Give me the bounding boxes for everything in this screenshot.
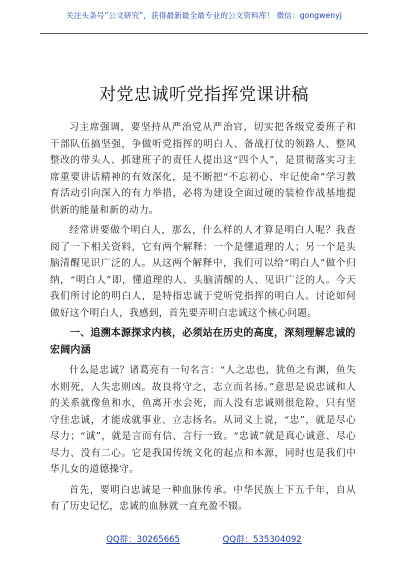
footer-qq-group-2[interactable]: QQ群：535304092 — [222, 535, 302, 545]
paragraph-intro: 习主席强调，要坚持从严治党从严治官，切实把各级党委班子和干部队伍搞坚强，争做听党指挥的明白人、备战打仗的领路人、整风整改的带头人、抓建班子的责任人提出这“四个人”，是贯彻落实习主席重要讲话精神的有效深化，是不断把“不忘初心、牢记使命”学习教育活动引向深入的有力举措，必将为建设全面过硬的装检作战基地提供新的能量和新的动力。 — [50, 122, 356, 216]
paragraph-definition: 经常讲要做个明白人，那么，什么样的人才算是明白人呢？我查阅了一下相关资料，它有两个解释：一个是懂道理的人；另一个是头脑清醒见识广泛的人。从这两个解释中，我们可以给“明白人”做个归纳，“明白人”即，懂道理的人、头脑清醒的人、见识广泛的人。今天我们所讨论的明白人，是特指忠诚于党听党指挥的明白人。讨论如何做好这个明白人，我感到，首先要弄明白忠诚这个核心问题。 — [50, 225, 356, 319]
footer-qq-group-1[interactable]: QQ群：30265665 — [106, 535, 180, 545]
header-promo-note: 关注头条号“公文研究”，获得最新最全最专业的公文资料库！ 微信：gongwenyj — [66, 11, 342, 20]
document-body — [50, 120, 356, 520]
paragraph-loyalty-meaning: 什么是忠诚？诸葛亮有一句名言：“人之忠也，犹鱼之有渊，鱼失水则死，人失忠则凶。故良将守之，志立而名扬。”意思是说忠诚和人的关系就像鱼和水，鱼离开水会死，而人没有忠诚则很危险，只有坚守住忠诚，才能成就事业、立志扬名。从词义上说，“忠”，就是尽心尽力；“诚”，就是言而有信、言行一致。“忠诚”就是真心诚意、尽心尽力、没有二心。它是我国传统文化的起点和本源，同时也是我们中华儿女的道德操守。 — [50, 365, 356, 475]
header-divider — [40, 33, 368, 34]
paragraph-bloodline: 首先，要明白忠诚是一种血脉传承。中华民族上下五千年，自从有了历史记忆，忠诚的血脉就一直充盈不辍。 — [50, 484, 356, 512]
footer-contacts — [0, 533, 408, 545]
document-title: 对党忠诚听党指挥党课讲稿 — [99, 85, 309, 105]
section-heading-1: 一、追溯本源探求内核，必须站在历史的高度，深刻理解忠诚的宏阔内涵 — [50, 328, 356, 356]
